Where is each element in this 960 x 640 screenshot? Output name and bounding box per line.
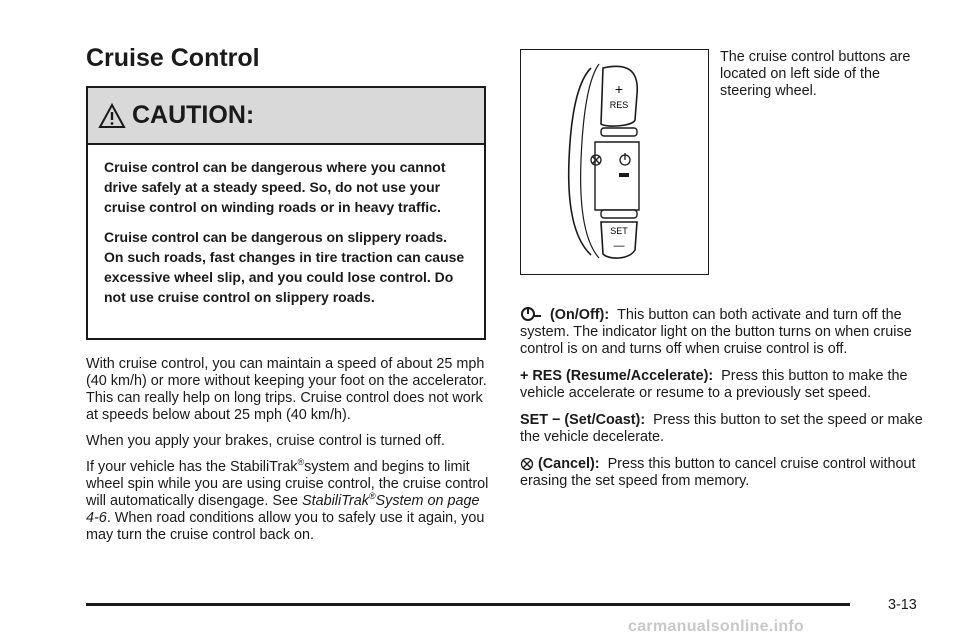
steering-wheel-buttons-drawing	[521, 50, 707, 273]
figure-caption: The cruise control buttons are located on left side of the steering wheel.	[720, 49, 911, 99]
page-number: 3-13	[888, 597, 917, 613]
brakes-paragraph: When you apply your brakes, cruise control is turned off.	[86, 433, 445, 449]
link-text: StabiliTrak	[301, 493, 369, 509]
cruise-on-off-icon	[520, 306, 542, 322]
intro-paragraph: With cruise control, you can maintain a speed of about 25 mph (40 km/h) or more without keeping your foot on the accelerator. This can really help on long trips. Cruise control does not work at speeds below about 25 mph (40 km/h).	[86, 356, 487, 423]
resume-text: Press this button to make the vehicle accelerate or resume to a previously set speed.	[520, 368, 908, 401]
stabilitrak-paragraph	[86, 459, 490, 544]
text-span: If your vehicle has the StabiliTrak	[86, 459, 298, 475]
cruise-buttons-illustration	[520, 49, 709, 275]
resume-label: + RES (Resume/Accelerate):	[520, 368, 714, 384]
caution-body	[88, 145, 484, 307]
text-span: . When road conditions allow you to safely use it again, you may turn the cruise control back on.	[86, 510, 485, 543]
text-span: system and begins to limit wheel spin while you are using cruise control, the cruise control will automatically disengage. See	[86, 459, 489, 509]
on-off-text: This button can both activate and turn off the system. The indicator light on the button turns on when cruise control is on and turns off when cruise control is off.	[520, 307, 912, 357]
caution-header	[88, 88, 484, 145]
on-off-description	[520, 306, 925, 358]
cancel-text: Press this button to cancel cruise control without erasing the set speed from memory.	[520, 456, 916, 489]
caution-box	[86, 86, 486, 340]
right-column-text	[520, 306, 925, 500]
on-off-label: (On/Off):	[550, 307, 610, 323]
left-column-text	[86, 356, 490, 553]
cancel-description	[520, 456, 925, 490]
watermark: carmanualsonline.info	[628, 618, 805, 635]
cancel-icon	[520, 457, 534, 471]
set-label: SET	[610, 226, 628, 236]
link-text: System on page 4-6	[86, 493, 480, 526]
footer-rule	[86, 603, 850, 606]
resume-description	[520, 368, 925, 402]
registered-mark: ®	[297, 457, 305, 468]
caution-paragraph: Cruise control can be dangerous on slippery roads. On such roads, fast changes in tire traction can cause excessive wheel slip, and you could lose control. Do not use cruise control on slippery roads.	[104, 229, 465, 305]
set-description	[520, 412, 925, 446]
set-text: Press this button to set the speed or make the vehicle decelerate.	[520, 412, 923, 445]
caution-title: CAUTION:	[132, 101, 255, 129]
warning-triangle-icon	[98, 103, 126, 129]
minus-label: —	[613, 240, 625, 252]
cancel-label: (Cancel):	[538, 456, 600, 472]
caution-paragraph: Cruise control can be dangerous where you cannot drive safely at a steady speed. So, do not use your cruise control on winding roads or in heavy traffic.	[104, 159, 446, 215]
res-label: RES	[609, 100, 629, 110]
set-label: SET − (Set/Coast):	[520, 412, 646, 428]
page-title: Cruise Control	[86, 44, 260, 72]
registered-mark: ®	[368, 491, 376, 502]
plus-label: +	[614, 81, 624, 97]
